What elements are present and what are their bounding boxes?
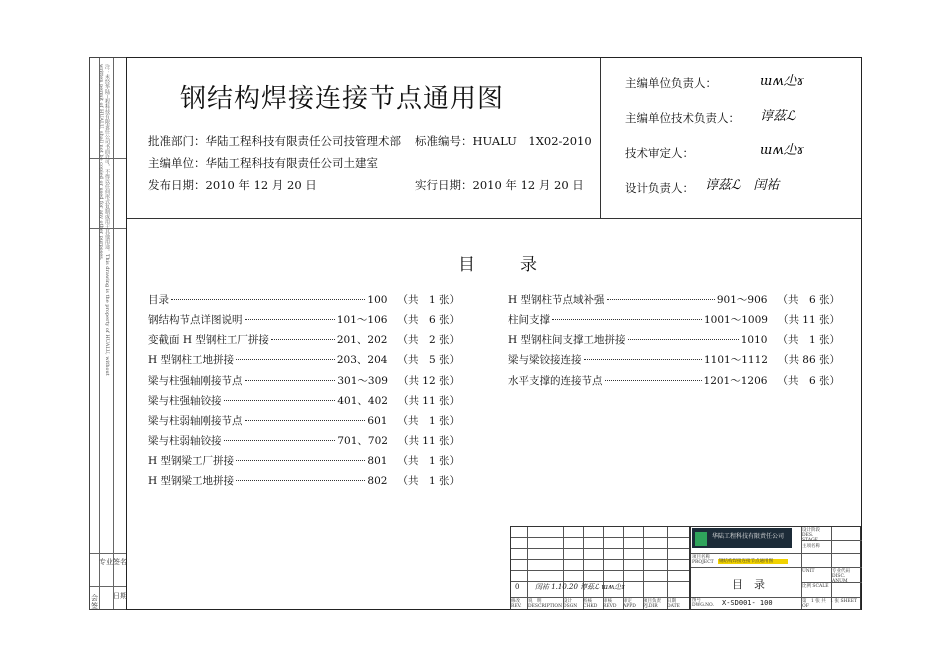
drawing-title: 目 录 [732,578,765,591]
rev-header: 设计 DSGN [563,599,578,609]
copyright-note: 注：未经华陆工程科技有限责任公司书面许可，不得以任何形式复制或用于其他用途。This drawing is the property of HUALU, without written permit of HUALU, shall not be copied or used for any other purposes. [98,64,110,376]
toc-entry-pages: 201、202 [336,334,388,346]
toc-entry[interactable] [508,332,840,346]
toc-entry-count: （共 1 张） [397,475,460,487]
chief-unit-leader-label: 主编单位负责人： [625,76,717,90]
company-name: 华陆工程科技有限责任公司 [712,533,785,540]
header-divider [127,218,861,219]
toc-entry[interactable] [148,373,460,387]
leader-dots [628,339,739,340]
grid-line [643,527,644,609]
toc-entry-pages: 802 [367,475,388,487]
toc-entry-label: 水平支撑的连接节点 [508,375,603,387]
standard-number: 标准编号：HUALU 1X02-2010 [415,134,592,148]
revision-table [510,526,690,610]
toc-entry-count: （共 12 张） [397,375,460,387]
leader-dots [236,359,335,360]
grid-line [603,527,604,609]
toc-entry-count: （共 5 张） [397,354,460,366]
toc-entry-pages: 1001～1009 [704,314,768,326]
grid-line [801,567,862,568]
grid-line [583,527,584,609]
grid-line [691,553,860,554]
discipline-code-label: 专业代码 DISC. ANUM [832,569,850,584]
strip-label-sign: 签 [91,602,98,610]
toc-entry[interactable] [508,292,840,306]
technical-reviewer-signature: ɯʍ尐ɤ [760,143,804,158]
technical-leader-signature: 谆茲ℒ [760,109,796,124]
toc-entry-pages: 301～309 [337,375,388,387]
grid-line [527,527,528,609]
release-date: 发布日期：2010 年 12 月 20 日 [148,178,317,192]
rev-header: 审定 APPD [623,599,636,609]
toc-entry-label: H 型钢柱间支撑工地拼接 [508,334,626,346]
leader-dots [271,339,335,340]
toc-entry-pages: 101～106 [336,314,388,326]
toc-entry-pages: 1101～1112 [704,354,768,366]
toc-entry[interactable] [508,373,840,387]
toc-entry[interactable] [148,473,460,487]
toc-entry[interactable] [148,332,460,346]
grid-line [511,548,689,549]
drawing-number: X-SD001- 100 [722,599,773,607]
toc-entry-label: 钢结构节点详图说明 [148,314,243,326]
header-vertical-divider [600,58,601,218]
strip-divider [90,553,126,554]
toc-entry-pages: 401、402 [337,395,388,407]
toc-entry-label: H 型钢梁工地拼接 [148,475,234,487]
leader-dots [607,299,715,300]
margin-strip [89,57,126,610]
leader-dots [236,460,365,461]
toc-entry[interactable] [148,393,460,407]
strip-label-date: 日期 [113,592,127,600]
leader-dots [552,319,702,320]
leader-dots [584,359,703,360]
toc-entry[interactable] [148,292,460,306]
project-label: 项目名称 PROJECT [692,555,714,565]
toc-entry-label: 梁与柱弱轴铰接 [148,435,222,447]
strip-label-countersign: 会 [91,594,98,602]
toc-entry-label: 梁与柱强轴刚接节点 [148,375,243,387]
toc-entry[interactable] [508,352,840,366]
technical-reviewer-label: 技术审定人： [625,146,694,160]
company-logo-icon [695,532,707,546]
toc-entry-count: （共 1 张） [777,334,840,346]
grid-line [691,567,801,568]
leader-dots [236,480,365,481]
leader-dots [605,380,702,381]
toc-entry-pages: 100 [367,294,388,306]
toc-entry-label: 梁与柱强轴铰接 [148,395,222,407]
leader-dots [245,380,336,381]
rev-header: 项目负责 PJ.DIR [643,599,661,609]
toc-entry-pages: 801 [367,455,388,467]
toc-entry-pages: 1201～1206 [703,375,768,387]
toc-entry-count: （共 11 张） [397,395,460,407]
toc-entry-count: （共 6 张） [777,375,840,387]
strip-label-discipline: 专业 [99,558,113,566]
toc-entry-label: 目录 [148,294,169,306]
leader-dots [171,299,365,300]
toc-entry-label: 梁与柱弱轴刚接节点 [148,415,243,427]
document-title: 钢结构焊接连接节点通用图 [180,84,505,114]
toc-entry-count: （共 6 张） [777,294,840,306]
grid-line [563,527,564,609]
editing-unit: 主编单位：华陆工程科技有限责任公司土建室 [148,156,378,170]
toc-entry-label: H 型钢柱工地拼接 [148,354,234,366]
unit-label: UNIT [802,569,815,574]
grid-line [511,559,689,560]
grid-line [511,570,689,571]
toc-entry-label: 柱间支撑 [508,314,550,326]
toc-entry[interactable] [148,312,460,326]
revision-number: 0 [515,583,520,591]
scale-label: 比例 SCALE [802,584,829,589]
toc-entry[interactable] [148,413,460,427]
toc-entry-pages: 701、702 [337,435,388,447]
grid-line [623,527,624,609]
toc-entry-count: （共 6 张） [397,314,460,326]
rev-header: 日期 DATE [667,599,680,609]
toc-entry-count: （共 1 张） [397,294,460,306]
leader-dots [224,440,336,441]
design-stage-label: 设计阶段 DES. STAGE [802,528,820,543]
toc-entry-count: （共 2 张） [397,334,460,346]
toc-entry[interactable] [148,433,460,447]
approval-department: 批准部门：华陆工程科技有限责任公司技管理术部 [148,134,401,148]
rev-header: 说 明 DESCRIPTION [528,599,563,609]
strip-divider [90,586,126,587]
rev-header: 修改 REV. [511,599,522,609]
toc-title: 目 录 [458,255,551,275]
toc-entry-pages: 203、204 [336,354,388,366]
toc-entry-label: 变截面 H 型钢柱工厂拼接 [148,334,269,346]
sheet-label: 第 1 张 共 1 张 SHEET OF [802,599,862,609]
project-name: 钢结构焊接连接节点通用图 [719,559,773,564]
revision-signatures: 闰祐 1.10.20 谆茲ℒ ɯʍ尐ɤ [535,583,626,591]
grid-line [667,527,668,609]
effective-date: 实行日期：2010 年 12 月 20 日 [415,178,584,192]
toc-entry-count: （共 86 张） [777,354,840,366]
grid-line [691,597,860,598]
toc-entry[interactable] [508,312,840,326]
leader-dots [224,400,336,401]
toc-entry-pages: 1010 [740,334,768,346]
toc-entry-count: （共 1 张） [397,415,460,427]
leader-dots [245,319,335,320]
item-name-label: 主项名称 [802,544,820,549]
technical-leader-label: 主编单位技术负责人： [625,111,740,125]
toc-entry-count: （共 1 张） [397,455,460,467]
drawing-no-label: 图号 DWG.NO. [692,598,714,608]
toc-entry-label: 梁与梁铰接连接 [508,354,582,366]
strip-label-signature: 签名 [113,558,127,566]
chief-unit-leader-signature: ɯʍ尐ɤ [760,74,804,89]
toc-entry[interactable] [148,453,460,467]
design-leader-signature: 谆茲ℒ 闰祐 [705,178,780,193]
grid-line [511,537,689,538]
toc-entry-pages: 901～906 [716,294,768,306]
design-leader-label: 设计负责人： [625,181,694,195]
toc-entry-label: H 型钢柱节点域补强 [508,294,605,306]
strip-divider [113,58,114,609]
toc-entry-count: （共 11 张） [777,314,840,326]
grid-line [511,597,689,598]
toc-entry[interactable] [148,352,460,366]
toc-entry-pages: 601 [367,415,388,427]
rev-header: 审核 REVD [603,599,617,609]
toc-entry-label: H 型钢梁工厂拼接 [148,455,234,467]
rev-header: 校核 CHKD [583,599,598,609]
leader-dots [245,420,366,421]
toc-entry-count: （共 11 张） [397,435,460,447]
